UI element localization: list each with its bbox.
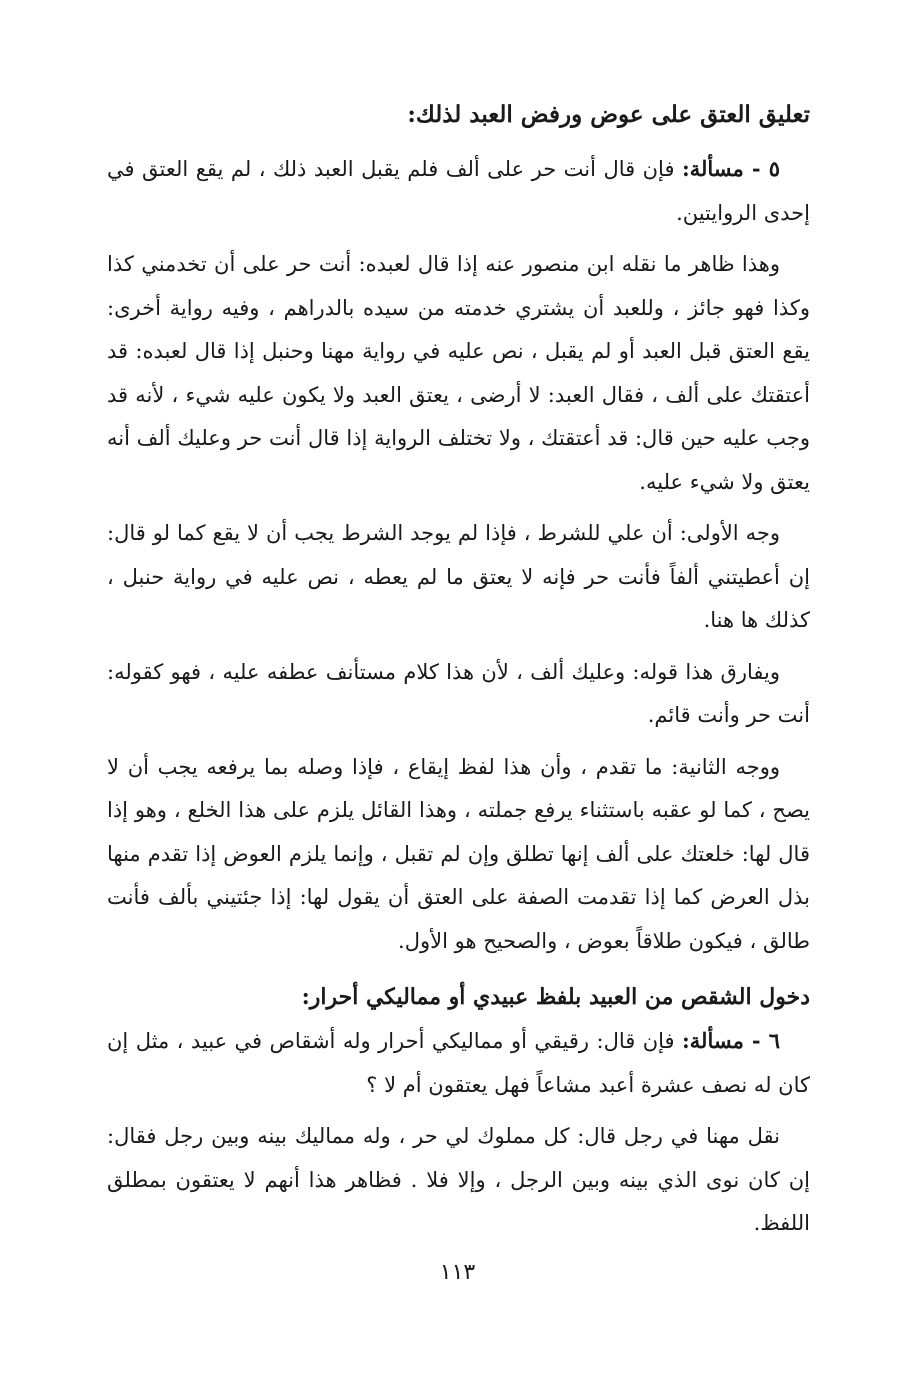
paragraph-text: وجه الأولى: أن علي للشرط ، فإذا لم يوجد الشرط يجب أن لا يقع كما لو قال: إن أعطيتني ألفاً فأنت حر فإنه لا يعتق ما لم يعطه ، نص عليه في رواية حنبل ، كذلك ها هنا.	[107, 521, 810, 632]
paragraph-issue-6	[107, 1019, 810, 1107]
paragraph-text: ووجه الثانية: ما تقدم ، وأن هذا لفظ إيقاع ، فإذا وصله بما يرفعه يجب أن لا يصح ، كما لو عقبه باستثناء يرفع جملته ، وهذا القائل يلزم على هذا الخلع ، وهو إذا قال لها: خلعتك على ألف إنها تطلق وإن لم تقبل ، وإنما يلزم العوض إذا تقدم منها بذل العرض كما إذا تقدمت الصفة على العتق أن يقول لها: إذا جئتيني بألف فأنت طالق ، فيكون طلاقاً بعوض ، والصحيح هو الأول.	[107, 754, 810, 953]
paragraph-distinction	[107, 651, 810, 738]
paragraph-text: نقل مهنا في رجل قال: كل مملوك لي حر ، وله مماليك بينه وبين رجل فقال: إن كان نوى الذي بينه وبين الرجل ، وإلا فلا . فظاهر هذا أنهم لا يعتقون بمطلق اللفظ.	[107, 1124, 810, 1235]
paragraph-ibn-mansur-narration	[107, 243, 810, 504]
page-body	[107, 95, 810, 1254]
paragraph-text: فإن قال: رقيقي أو مماليكي أحرار وله أشقاص في عبيد ، مثل إن كان له نصف عشرة أعبد مشاعاً فهل يعتقون أم لا ؟	[107, 1029, 810, 1097]
paragraph-first-view-reasoning	[107, 512, 810, 643]
paragraph-text: فإن قال أنت حر على ألف فلم يقبل العبد ذلك ، لم يقع العتق في إحدى الروايتين.	[107, 157, 810, 225]
issue-label: ٦ - مسألة:	[682, 1028, 780, 1053]
section-heading-conditional-manumission: تعليق العتق على عوض ورفض العبد لذلك:	[407, 101, 810, 128]
paragraph-text: ويفارق هذا قوله: وعليك ألف ، لأن هذا كلام مستأنف عطفه عليه ، فهو كقوله: أنت حر وأنت قائم.	[107, 659, 810, 727]
paragraph-issue-5	[107, 147, 810, 235]
paragraph-text: وهذا ظاهر ما نقله ابن منصور عنه إذا قال لعبده: أنت حر على أن تخدمني كذا وكذا فهو جائز ، وللعبد أن يشتري خدمته من سيده بالدراهم ، وفيه رواية أخرى: يقع العتق قبل العبد أو لم يقبل ، نص عليه في رواية مهنا وحنبل إذا قال لعبده: قد أعتقتك على ألف ، فقال العبد: لا أرضى ، يعتق العبد ولا يكون عليه شيء ، لأنه قد وجب عليه حين قال: قد أعتقتك ، ولا تختلف الرواية إذا قال أنت حر وعليك ألف أنه يعتق ولا شيء عليه.	[107, 252, 810, 494]
page-number: ١١٣	[439, 1260, 476, 1285]
section-heading-partial-ownership: دخول الشقص من العبيد بلفظ عبيدي أو مماليكي أحرار:	[301, 984, 810, 1010]
issue-label: ٥ - مسألة:	[681, 156, 780, 181]
paragraph-second-view-reasoning	[107, 746, 810, 964]
paragraph-muhanna-narration	[107, 1115, 810, 1246]
